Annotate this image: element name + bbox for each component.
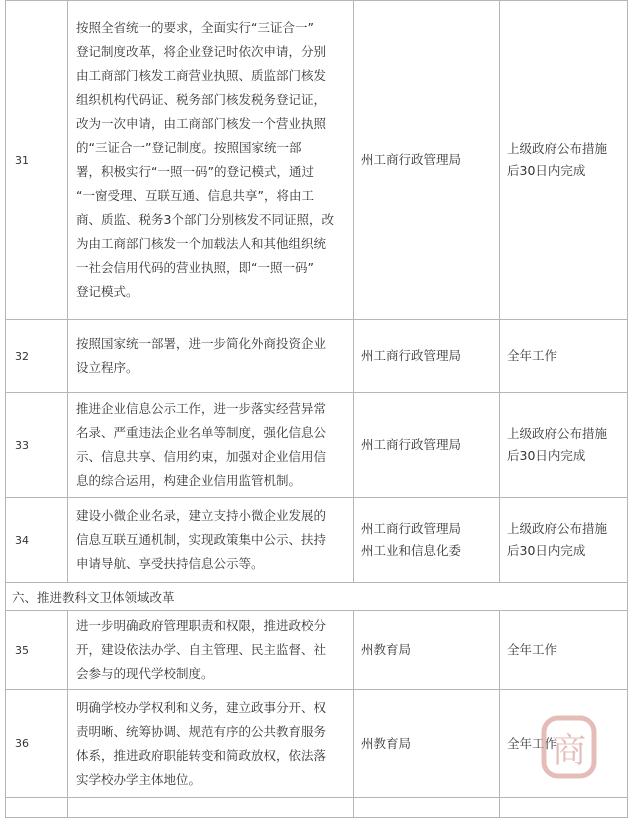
department-line: 州教育局 (361, 642, 412, 657)
content-line: 按照全省统一的要求，全面实行“三证合一” (76, 20, 314, 35)
content-line: 署，积极实行“一照一码”的登记模式，通过 (76, 164, 314, 179)
completion-time (500, 393, 628, 498)
table-row (6, 498, 628, 583)
task-content (68, 393, 354, 498)
section-row (6, 583, 628, 611)
content-line: 开，建设依法办学、自主管理、民主监督、社 (76, 642, 327, 657)
completion-time (500, 498, 628, 583)
time-line: 上级政府公布措施 (507, 141, 608, 156)
content-line: 信息互联互通机制，实现政策集中公示、扶持 (76, 532, 327, 547)
content-line: 的“三证合一”登记制度。按照国家统一部 (76, 140, 302, 155)
completion-time (500, 611, 628, 690)
responsible-department (354, 798, 500, 818)
department-line: 州工商行政管理局 (361, 437, 462, 452)
completion-time (500, 320, 628, 393)
content-line: 实学校办学主体地位。 (76, 771, 202, 787)
content-line: 申请导航、享受扶持信息公示等。 (76, 556, 264, 571)
completion-time (500, 798, 628, 818)
task-content (68, 498, 354, 583)
department-line: 州工商行政管理局 (361, 521, 462, 536)
content-line: 推进企业信息公示工作，进一步落实经营异常 (76, 401, 327, 416)
content-line: 会参与的现代学校制度。 (76, 666, 214, 681)
department-line: 州教育局 (361, 735, 412, 751)
content-line: 商、质监、税务3个部门分别核发不同证照，改 (76, 212, 334, 227)
responsible-department (354, 393, 500, 498)
content-line: 按照国家统一部署，进一步简化外商投资企业 (76, 336, 327, 351)
row-number: 36 (6, 690, 68, 798)
task-content (68, 690, 354, 798)
table-row (6, 320, 628, 393)
content-line: 名录、严重违法企业名单等制度，强化信息公 (76, 425, 327, 440)
section-title: 六、推进教科文卫体领域改革 (6, 583, 628, 611)
content-line: 示、信息共享、信用约束，加强对企业信用信 (76, 449, 327, 464)
row-number: 32 (6, 320, 68, 393)
row-number (6, 798, 68, 818)
time-line: 后30日内完成 (507, 163, 586, 178)
content-line: 改为一次申请，由工商部门核发一个营业执照 (76, 116, 327, 131)
content-line: 由工商部门核发工商营业执照、质监部门核发 (76, 68, 327, 83)
task-content (68, 320, 354, 393)
content-line: 体系，推进政府职能转变和简政放权，依法落 (76, 747, 327, 763)
content-line: 进一步明确政府管理职责和权限，推进政校分 (76, 618, 327, 633)
department-line: 州工商行政管理局 (361, 152, 462, 167)
responsible-department (354, 1, 500, 320)
table-row (6, 1, 628, 320)
time-line: 上级政府公布措施 (507, 426, 608, 441)
content-line: 组织机构代码证、税务部门核发税务登记证， (76, 92, 327, 107)
time-line: 全年工作 (507, 348, 558, 363)
content-line: 登记模式。 (76, 284, 139, 299)
responsible-department (354, 320, 500, 393)
content-line: 责明晰、统筹协调、规范有序的公共教育服务 (76, 723, 327, 739)
department-line: 州工业和信息化委 (361, 543, 462, 558)
time-line: 后30日内完成 (507, 448, 586, 463)
time-line: 全年工作 (507, 642, 558, 657)
content-line: 建设小微企业名录，建立支持小微企业发展的 (76, 508, 327, 523)
table-row (6, 798, 628, 818)
content-line: 明确学校办学权利和义务，建立政事分开、权 (76, 699, 327, 715)
responsible-department (354, 690, 500, 798)
time-line: 后30日内完成 (507, 543, 586, 558)
responsible-department (354, 611, 500, 690)
time-line: 全年工作 (507, 735, 558, 751)
watermark-icon (522, 708, 612, 788)
task-content (68, 798, 354, 818)
content-line: 设立程序。 (76, 360, 139, 375)
row-number: 34 (6, 498, 68, 583)
row-number: 31 (6, 1, 68, 320)
content-line: 息的综合运用，构建企业信用监管机制。 (76, 473, 302, 488)
shop-watermark-logo (522, 708, 612, 788)
content-line: 为由工商部门核发一个加载法人和其他组织统 (76, 236, 327, 251)
row-number: 33 (6, 393, 68, 498)
content-line: 登记制度改革，将企业登记时依次申请，分别 (76, 44, 327, 59)
completion-time (500, 1, 628, 320)
content-line: 一社会信用代码的营业执照，即“一照一码” (76, 260, 314, 275)
task-content (68, 611, 354, 690)
watermark-glyph: 商 (552, 731, 586, 771)
task-content (68, 1, 354, 320)
responsible-department (354, 498, 500, 583)
content-line: “一窗受理、互联互通、信息共享”，将由工 (76, 188, 314, 203)
row-number: 35 (6, 611, 68, 690)
time-line: 上级政府公布措施 (507, 521, 608, 536)
department-line: 州工商行政管理局 (361, 348, 462, 363)
table-row (6, 611, 628, 690)
reform-task-table (5, 0, 628, 818)
table-row (6, 393, 628, 498)
